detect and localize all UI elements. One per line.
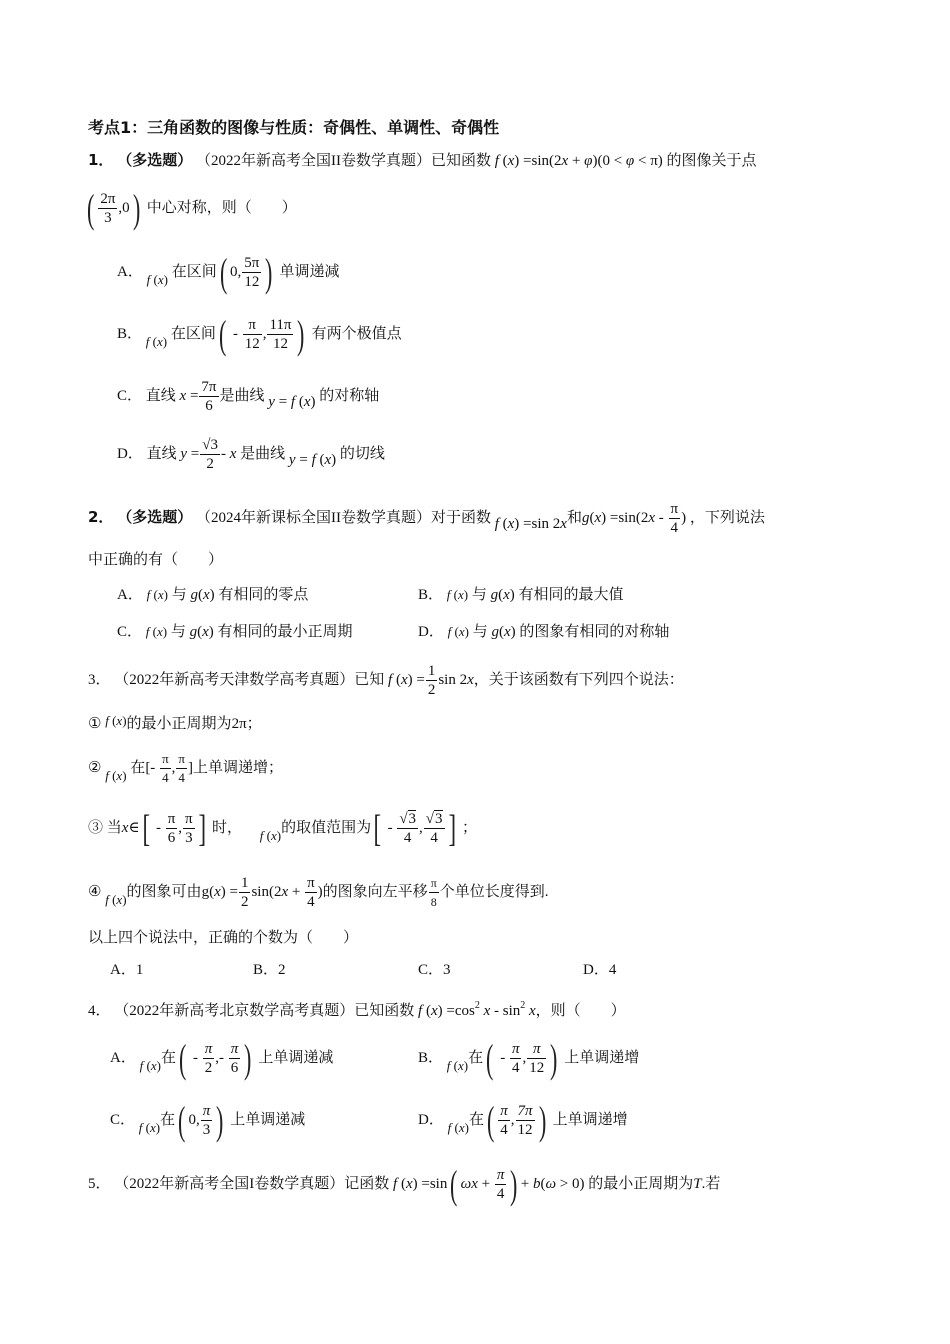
question-4-option-b[interactable]: B． f (x)在( - $\frac{\pi}{4}$ , $\frac{\pi}{12}$ ) 上单调递增 <box>418 1035 640 1081</box>
question-1-option-d[interactable]: D． 直线 y = $\frac{√3}{2}$ - x 是曲线 y = f (x) 的切线 <box>117 437 385 473</box>
question-1-source: （2022年新高考全国II卷数学真题）已知函数 <box>195 153 491 169</box>
question-3-number: 3． <box>88 672 111 688</box>
question-5-source: （2022年新高考全国I卷数学真题）记函数 <box>114 1176 390 1192</box>
question-1-option-a[interactable]: A． f (x) 在区间( 0, $\frac{5\pi}{12}$ ) 单调递减 <box>117 249 340 295</box>
question-5-line-1: 5． （2022年新高考全国I卷数学真题）记函数 f (x) =sin( ωx + $\frac{\pi}{4}$ ) + b(ω > 0) 的最小正周期为T.若 <box>88 1161 721 1207</box>
question-5-number: 5． <box>88 1176 111 1192</box>
question-1-tail: 的图像关于点 <box>666 153 757 169</box>
question-2-line-1: 2． （多选题） （2024年新课标全国II卷数学真题）对于函数 f (x) =sin 2x和g(x) =sin(2x - $\frac{\pi}{4}$ ) ，下列说法 <box>88 501 765 536</box>
question-1-tag: （多选题） <box>117 151 193 169</box>
question-3-statement-2: ② f (x) 在[- $\frac{\pi}{4}$ , $\frac{\pi}{4}$ ]上单调递增； <box>88 751 283 786</box>
question-2-tag: （多选题） <box>117 507 193 526</box>
question-1-prompt: 中心对称，则（ ） <box>146 200 297 216</box>
question-3-ask: 以上四个说法中，正确的个数为（ ） <box>88 930 359 946</box>
question-3-source: （2022年新高考天津数学高考真题）已知 <box>114 672 385 688</box>
question-2-option-b[interactable]: B． f (x) 与 g(x) 有相同的最大值 <box>418 587 624 603</box>
question-4-source: （2022年新高考北京数学高考真题）已知函数 <box>114 1003 415 1019</box>
question-3-option-b[interactable]: B．2 <box>253 962 286 978</box>
question-3-line-1: 3． （2022年新高考天津数学高考真题）已知 f (x) = $\frac{1}{2}$ sin 2x，关于该函数有下列四个说法： <box>88 663 684 699</box>
question-1-option-c[interactable]: C． 直线 x = $\frac{7\pi}{6}$ 是曲线 y = f (x) 的对称轴 <box>117 379 380 415</box>
question-4-option-c[interactable]: C． f (x)在( 0, $\frac{\pi}{3}$ ) 上单调递减 <box>110 1097 306 1143</box>
question-2-option-a[interactable]: A． f (x) 与 g(x) 有相同的零点 <box>117 587 309 603</box>
question-4-option-d[interactable]: D． f (x)在( $\frac{\pi}{4}$ , $\frac{7\pi}{12}$ ) 上单调递增 <box>418 1097 628 1143</box>
question-3-option-c[interactable]: C．3 <box>418 962 451 978</box>
question-1-line-1 <box>88 150 757 171</box>
question-4-option-a[interactable]: A． f (x)在( - $\frac{\pi}{2}$ ,- $\frac{\pi}{6}$ ) 上单调递减 <box>110 1035 334 1081</box>
question-1-function: f (x) =sin(2x + φ)(0 < φ < π) <box>494 153 663 169</box>
question-4-number: 4． <box>88 1003 111 1019</box>
question-4-line-1: 4． （2022年新高考北京数学高考真题）已知函数 f $(x) =\cos^2$ x - $\sin^2 x$，则（ ） <box>88 1000 626 1019</box>
question-2-option-d[interactable]: D． f (x) 与 g(x) 的图象有相同的对称轴 <box>418 624 670 640</box>
question-2-line-2: 中正确的有（ ） <box>88 552 224 568</box>
question-3-statement-3: ③ 当x∈[ - $\frac{\pi}{6}$ , $\frac{\pi}{3}$ ] 时， f (x)的取值范围为[ - $\frac{√3}{4}$ , $\frac{√3}{4}$ ] ； <box>88 807 477 850</box>
question-2-source: （2024年新课标全国II卷数学真题）对于函数 <box>195 509 491 526</box>
question-1-line-2: ( $\frac{2\pi}{3}$ ,0) 中心对称，则（ ） <box>86 185 297 231</box>
question-3-statement-4: ④ f (x)的图象可由g(x) = $\frac{1}{2}$ sin(2x + $\frac{\pi}{4}$ )的图象向左平移 $\frac{\pi}{8}$ 个单位长度得到. <box>88 875 549 911</box>
question-2-option-c[interactable]: C． f (x) 与 g(x) 有相同的最小正周期 <box>117 624 353 640</box>
question-3-statement-1: ① f (x)的最小正周期为2π； <box>88 713 262 732</box>
question-1-number: 1． <box>88 151 114 169</box>
question-1-option-b[interactable]: B． f (x) 在区间( - $\frac{\pi}{12}$ , $\frac{11\pi}{12}$ ) 有两个极值点 <box>117 311 402 357</box>
question-2-number: 2． <box>88 507 114 526</box>
question-3-option-d[interactable]: D．4 <box>583 962 617 978</box>
section-title: 考点1：三角函数的图像与性质：奇偶性、单调性、奇偶性 <box>88 118 500 137</box>
question-1-point-fraction: $\frac{2\pi}{3}$ <box>100 191 116 227</box>
question-3-option-a[interactable]: A．1 <box>110 962 144 978</box>
